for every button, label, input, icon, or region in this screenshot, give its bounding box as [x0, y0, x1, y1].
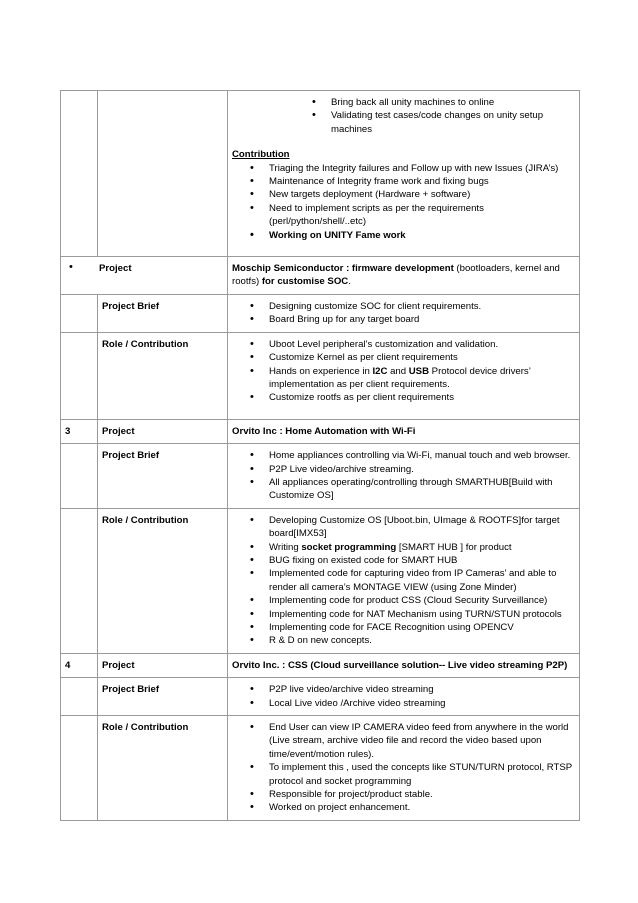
project-title-text: (bootloaders, kernel and rootfs): [232, 263, 560, 288]
list-item: • P2P live video/archive video streaming: [232, 683, 575, 696]
brief-details: [228, 444, 580, 509]
project-number: 3: [61, 419, 98, 443]
text-run: and: [387, 365, 409, 377]
list-item: • To implement this , used the concepts like STUN/TURN protocol, RTSP protocol and socket programming: [232, 761, 575, 788]
brief-row-moschip: [61, 294, 580, 332]
brief-row-3: [61, 444, 580, 509]
list-item: • Customize Kernel as per client requirements: [232, 351, 575, 364]
deep-bullet-list: [232, 96, 575, 136]
project-company: Moschip Semiconductor : firmware development: [232, 263, 454, 275]
continuation-details: [228, 91, 580, 257]
brief-row-4: [61, 678, 580, 716]
contribution-heading: Contribution: [232, 149, 290, 161]
text-run-bold: I2C: [372, 365, 388, 377]
brief-list: [232, 683, 575, 710]
brief-label: Project Brief: [98, 294, 228, 332]
project-row-3: [61, 419, 580, 443]
continuation-row: [61, 91, 580, 257]
empty-cell: [61, 508, 98, 653]
list-item: • Maintenance of Integrity frame work and fixing bugs: [232, 175, 575, 188]
project-number: 4: [61, 653, 98, 677]
role-row-4: [61, 716, 580, 821]
project-title-bold: for customise SOC: [261, 276, 349, 288]
project-row-moschip: [61, 257, 580, 295]
role-label: Role / Contribution: [98, 332, 228, 419]
brief-list: [232, 300, 575, 327]
list-item: • Working on UNITY Fame work: [232, 229, 575, 242]
project-table: [60, 90, 580, 821]
project-title: Orvito Inc : Home Automation with Wi-Fi: [228, 419, 580, 443]
list-item: • Implementing code for product CSS (Cloud Security Surveillance): [232, 594, 575, 607]
list-item: • All appliances operating/controlling through SMARTHUB[Build with Customize OS]: [232, 476, 575, 503]
role-list: [232, 514, 575, 648]
empty-cell: [61, 294, 98, 332]
list-item: • Implementing code for FACE Recognition using OPENCV: [232, 621, 575, 634]
list-item: • R & D on new concepts.: [232, 634, 575, 647]
role-details: [228, 508, 580, 653]
list-item: • Customize rootfs as per client requirements: [232, 391, 575, 404]
text-run: [SMART HUB ] for product: [396, 541, 512, 553]
project-label: Project: [99, 263, 132, 275]
project-title: [228, 257, 580, 295]
brief-label: Project Brief: [98, 678, 228, 716]
list-item: • Uboot Level peripheral’s customization and validation.: [232, 338, 575, 351]
project-label: Project: [98, 653, 228, 677]
list-item: • Implementing code for NAT Mechanism using TURN/STUN protocols: [232, 608, 575, 621]
list-item: • Home appliances controlling via Wi-Fi, manual touch and web browser.: [232, 449, 575, 462]
list-item: [232, 365, 575, 392]
list-item: • Worked on project enhancement.: [232, 801, 575, 814]
role-list: [232, 721, 575, 815]
list-item: • Designing customize SOC for client requirements.: [232, 300, 575, 313]
project-title: Orvito Inc. : CSS (Cloud surveillance solution-- Live video streaming P2P): [228, 653, 580, 677]
contribution-list: [232, 162, 575, 242]
project-row-4: [61, 653, 580, 677]
list-item: • Board Bring up for any target board: [232, 313, 575, 326]
text-run: Protocol device drivers’ implementation as per client requirements.: [269, 365, 531, 390]
list-item: [232, 541, 575, 554]
text-run-bold: USB: [408, 365, 430, 377]
role-row-3: [61, 508, 580, 653]
project-label: Project: [98, 419, 228, 443]
role-label: Role / Contribution: [98, 508, 228, 653]
role-row-moschip: [61, 332, 580, 419]
empty-cell: [61, 678, 98, 716]
list-item: • New targets deployment (Hardware + software): [232, 188, 575, 201]
empty-cell: [61, 332, 98, 419]
brief-details: [228, 678, 580, 716]
list-item: • Triaging the Integrity failures and Follow up with new Issues (JIRA’s): [232, 162, 575, 175]
empty-cell: [61, 716, 98, 821]
role-list: [232, 338, 575, 405]
brief-list: [232, 449, 575, 503]
list-item: • Bring back all unity machines to online: [232, 96, 575, 109]
empty-cell: [61, 444, 98, 509]
text-run: Writing: [269, 541, 302, 553]
empty-cell: [98, 91, 228, 257]
list-item: • End User can view IP CAMERA video feed from anywhere in the world (Live stream, archive video file and record the video based upon time/event/motion rules).: [232, 721, 575, 761]
text-run-bold: socket programming: [301, 541, 397, 553]
text-run: Hands on experience in: [269, 365, 373, 377]
list-item: • BUG fixing on existed code for SMART HUB: [232, 554, 575, 567]
list-item: • Validating test cases/code changes on unity setup machines: [232, 109, 575, 136]
list-item: • Local Live video /Archive video streaming: [232, 697, 575, 710]
brief-label: Project Brief: [98, 444, 228, 509]
role-details: [228, 716, 580, 821]
role-label: Role / Contribution: [98, 716, 228, 821]
empty-cell: [61, 91, 98, 257]
list-item: • Implemented code for capturing video from IP Cameras’ and able to render all camera’s MONTAGE VIEW (using Zone Minder): [232, 567, 575, 594]
project-title-end: .: [348, 276, 351, 288]
list-item: • Developing Customize OS [Uboot.bin, UImage & ROOTFS]for target board[IMX53]: [232, 514, 575, 541]
list-item: • Responsible for project/product stable.: [232, 788, 575, 801]
list-item: • P2P Live video/archive streaming.: [232, 463, 575, 476]
role-details: [228, 332, 580, 419]
list-item: • Need to implement scripts as per the requirements (perl/python/shell/..etc): [232, 202, 575, 229]
brief-details: [228, 294, 580, 332]
project-label-cell: [61, 257, 228, 295]
